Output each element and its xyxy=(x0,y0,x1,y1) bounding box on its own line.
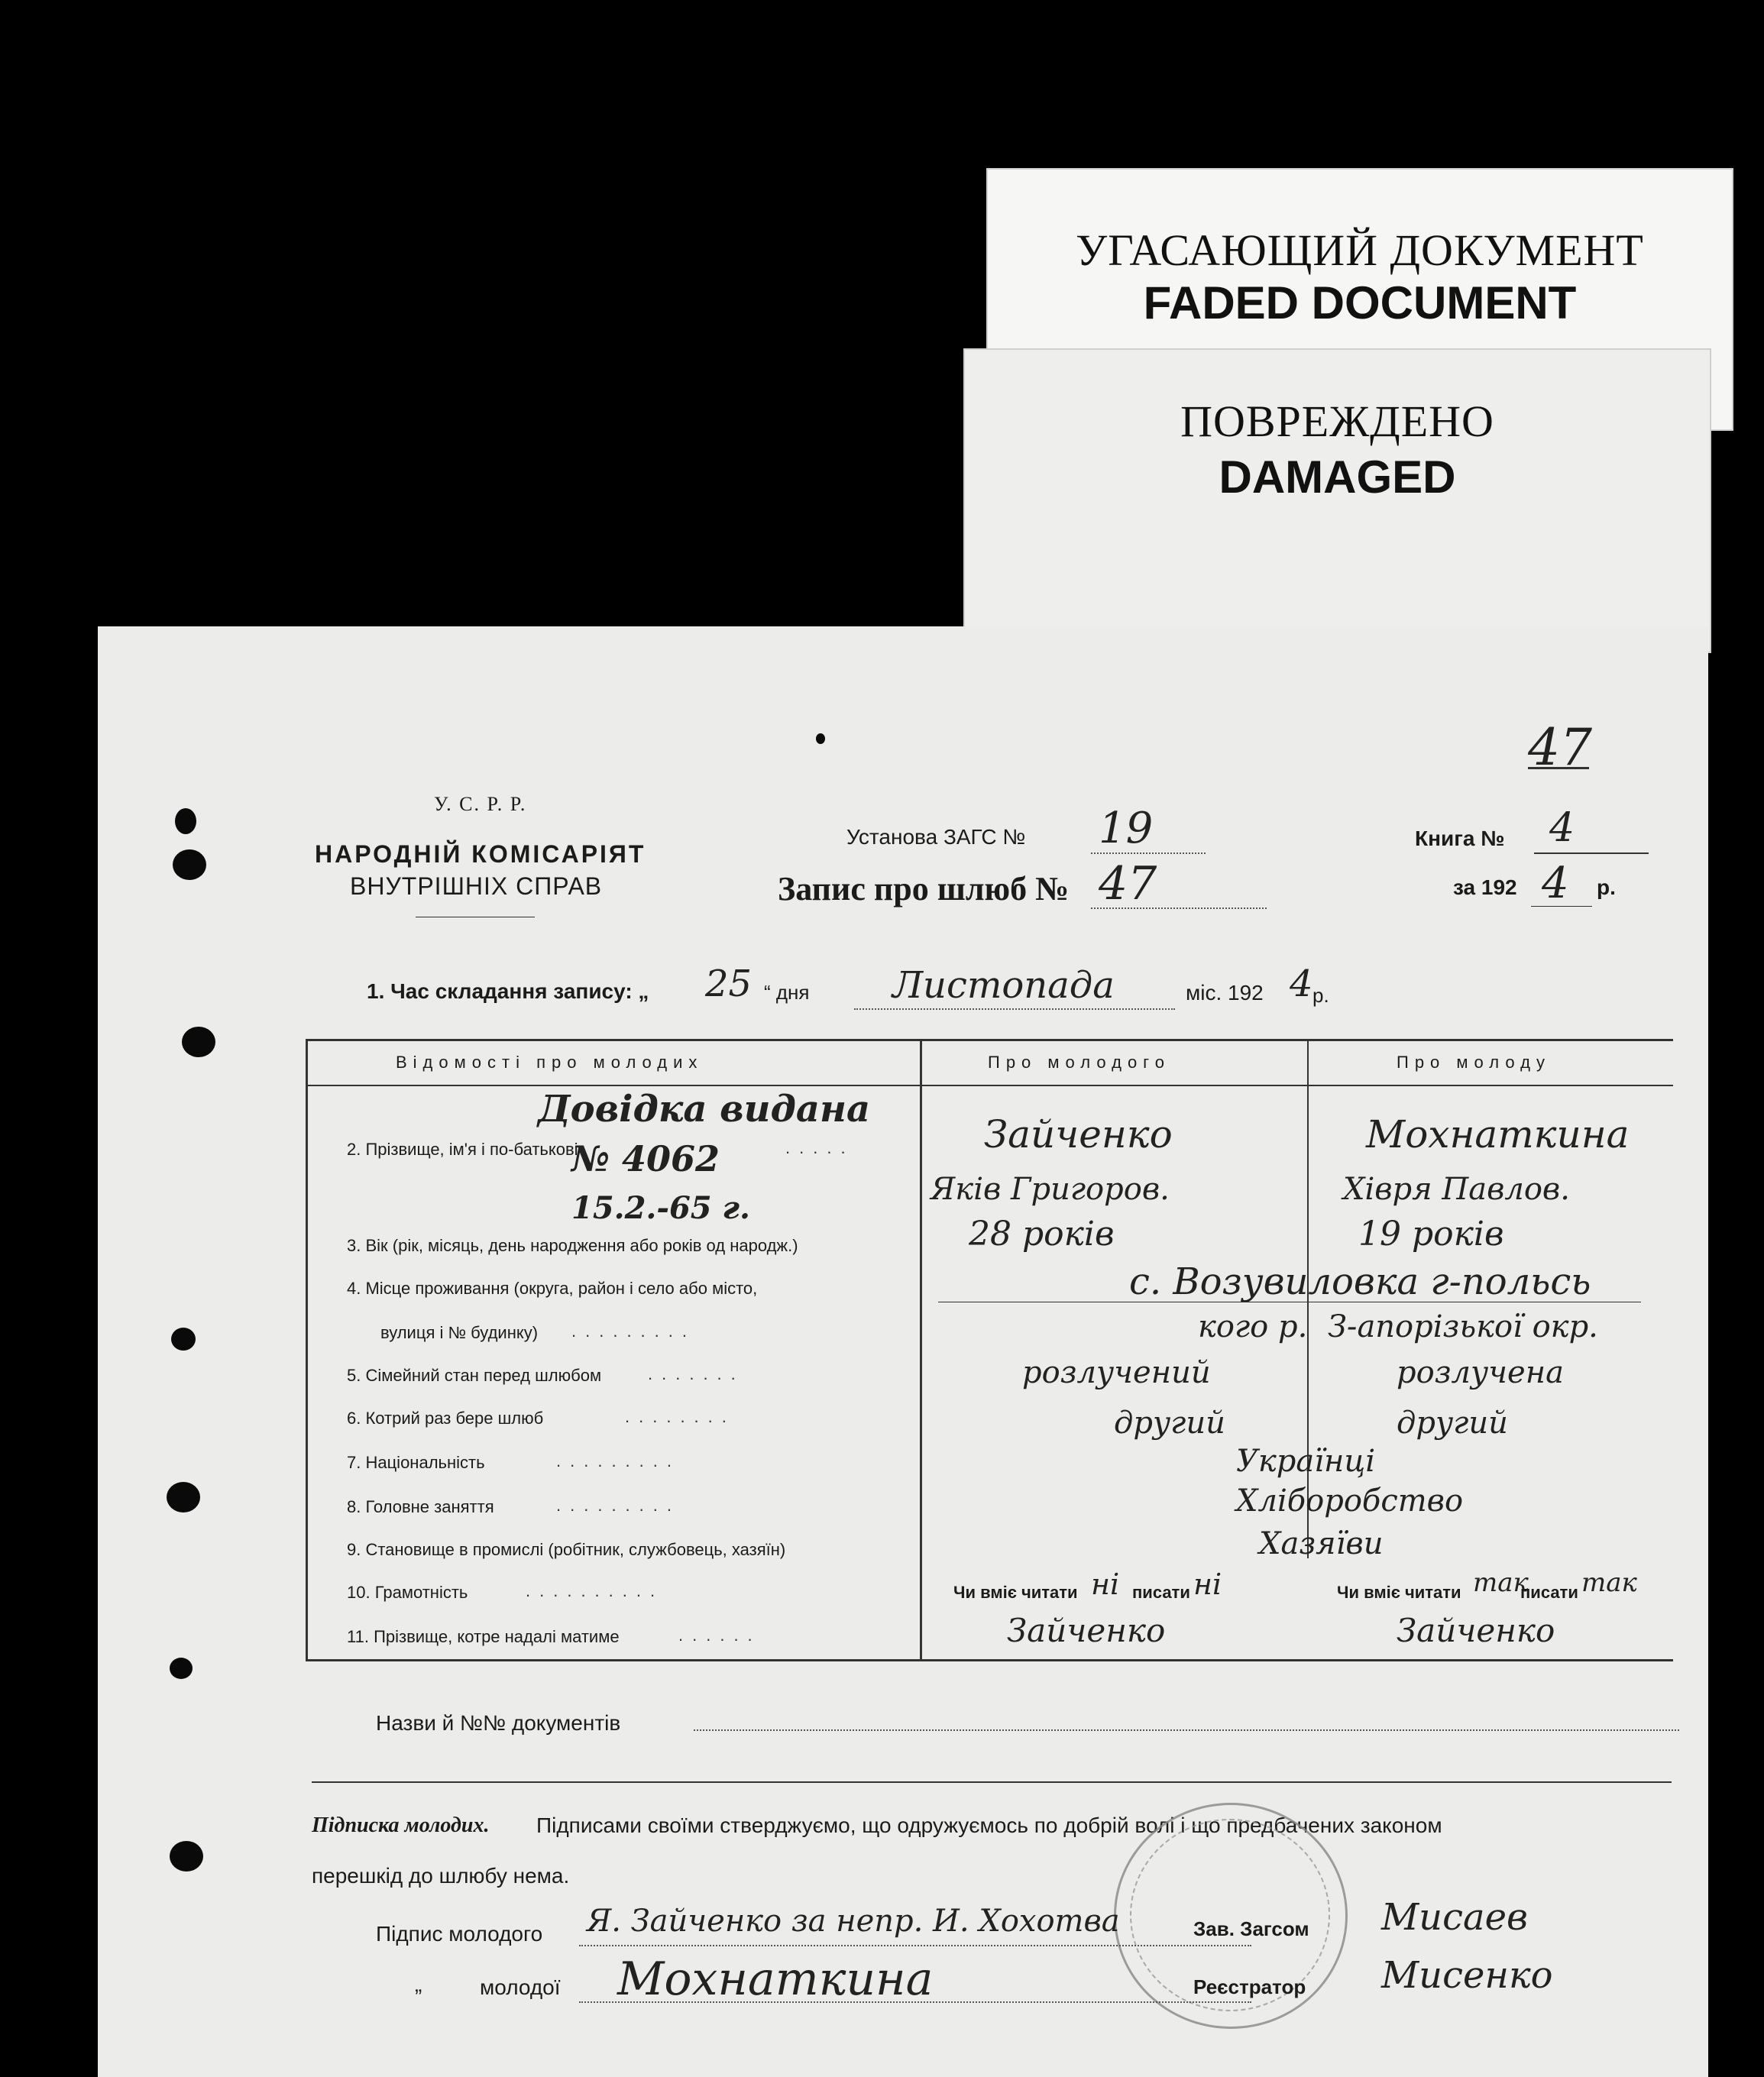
year-value: 4 xyxy=(1542,859,1569,908)
groom-read: ні xyxy=(1091,1567,1120,1601)
bride-signature-line xyxy=(579,2001,1251,2003)
entry-month-label: міс. 192 xyxy=(1186,981,1264,1005)
head-signature-label: Зав. Загсом xyxy=(1193,1917,1309,1940)
documents-divider xyxy=(312,1781,1672,1783)
declaration-text-line2: перешкід до шлюбу нема. xyxy=(312,1864,570,1888)
groom-name: Яків Григоров. xyxy=(931,1172,1170,1207)
bride-signature: Мохнаткина xyxy=(617,1952,934,2006)
faded-label-en: FADED DOCUMENT xyxy=(1143,277,1577,328)
col-header-info: Відомості про молодих xyxy=(396,1053,704,1072)
faded-label-ru: УГАСАЮЩИЙ ДОКУМЕНТ xyxy=(1076,225,1644,275)
entry-month: Листопада xyxy=(892,964,1115,1007)
bride-times: другий xyxy=(1397,1406,1508,1441)
groom-surname: Зайченко xyxy=(984,1112,1173,1157)
year-line xyxy=(1531,906,1592,907)
row-label-occupation: 8. Головне заняття xyxy=(347,1497,494,1516)
year-suffix: р. xyxy=(1597,875,1616,899)
table-col-divider-1 xyxy=(920,1039,922,1661)
marriage-record-sheet xyxy=(98,626,1708,2077)
row-label-residence: 4. Місце проживання (округа, район і село або місто, xyxy=(347,1279,758,1298)
row-label-times: 6. Котрий раз бере шлюб xyxy=(347,1409,544,1428)
record-label: Запис про шлюб № xyxy=(778,870,1070,907)
documents-line xyxy=(694,1729,1679,1731)
table-bottom-border xyxy=(306,1659,1673,1661)
punch-hole xyxy=(170,1658,193,1679)
note-line1: Довідка видана xyxy=(538,1088,871,1131)
bride-future-surname: Зайченко xyxy=(1397,1612,1555,1649)
entry-suffix: р. xyxy=(1312,984,1329,1007)
registrar-signature-label: Реєстратор xyxy=(1193,1975,1306,1998)
bride-literacy-write-label: писати xyxy=(1520,1583,1578,1602)
groom-literacy-read-label: Чи вміє читати xyxy=(953,1583,1078,1602)
residence-line2: кого р. xyxy=(1198,1309,1308,1344)
groom-signature-line xyxy=(579,1945,1251,1946)
row-leader: ....... xyxy=(648,1364,745,1383)
nationality: Українці xyxy=(1236,1444,1376,1479)
entry-day-suffix: “ дня xyxy=(764,981,810,1004)
bride-signature-quote: „ xyxy=(415,1972,422,1996)
punch-hole xyxy=(182,1027,215,1057)
bride-read: так xyxy=(1473,1567,1529,1598)
registrar-signature: Мисенко xyxy=(1381,1954,1553,1997)
row-leader: ........ xyxy=(625,1407,736,1426)
punch-hole xyxy=(170,1841,203,1872)
groom-age: 28 років xyxy=(969,1215,1115,1254)
page-number: 47 xyxy=(1528,718,1592,777)
occupation: Хліборобство xyxy=(1236,1483,1464,1519)
office-value: 19 xyxy=(1099,804,1154,853)
groom-signature: Я. Зайченко за непр. И. Хохотва xyxy=(587,1904,1120,1939)
damaged-label-ru: ПОВРЕЖДЕНО xyxy=(1180,396,1494,446)
punch-hole xyxy=(175,808,196,834)
residence-line3: З-апорізької окр. xyxy=(1328,1309,1598,1344)
bride-age: 19 років xyxy=(1358,1215,1504,1254)
bride-status: розлучена xyxy=(1397,1355,1564,1390)
row-leader: ......... xyxy=(556,1451,681,1470)
row-label-marital-status: 5. Сімейний стан перед шлюбом xyxy=(347,1366,602,1385)
groom-signature-label: Підпис молодого xyxy=(376,1922,543,1946)
row-label-position: 9. Становище в промислі (робітник, службовець, хазяїн) xyxy=(347,1540,786,1559)
groom-times: другий xyxy=(1114,1406,1225,1441)
record-value: 47 xyxy=(1099,857,1157,911)
republic-label: У. С. Р. Р. xyxy=(434,793,527,815)
entry-day: 25 xyxy=(705,962,753,1005)
record-line xyxy=(1091,907,1267,909)
table-top-border xyxy=(306,1039,1673,1041)
bride-surname: Мохнаткина xyxy=(1366,1112,1630,1157)
row-label-age: 3. Вік (рік, місяць, день народження або років од народж.) xyxy=(347,1236,798,1255)
office-line xyxy=(1091,852,1206,854)
row-leader: ......... xyxy=(556,1496,681,1515)
bride-write: так xyxy=(1581,1567,1637,1598)
punch-hole xyxy=(173,849,206,880)
groom-future-surname: Зайченко xyxy=(1007,1612,1166,1649)
bride-literacy-read-label: Чи вміє читати xyxy=(1337,1583,1461,1602)
punch-hole xyxy=(171,1328,196,1351)
year-prefix: за 192 xyxy=(1453,875,1517,899)
row-leader: ......... xyxy=(571,1322,697,1341)
commissariat-line1: НАРОДНІЙ КОМІСАРІЯТ xyxy=(315,840,646,868)
page-number-underline xyxy=(1528,767,1589,769)
residence-line1: с. Возувиловка г-польсь xyxy=(1129,1260,1591,1303)
groom-literacy-write-label: писати xyxy=(1132,1583,1190,1602)
row-leader: ...... xyxy=(678,1626,762,1645)
entry-month-line xyxy=(854,1008,1175,1010)
position: Хазяїви xyxy=(1259,1526,1384,1561)
declaration-title: Підписка молодих. xyxy=(312,1813,490,1837)
book-label: Книга № xyxy=(1415,827,1505,850)
col-header-groom: Про молодого xyxy=(988,1053,1170,1072)
row-label-nationality: 7. Національність xyxy=(347,1453,485,1472)
book-value: 4 xyxy=(1549,805,1575,851)
table-header-border xyxy=(306,1085,1673,1086)
commissariat-line2: ВНУТРІШНІХ СПРАВ xyxy=(350,872,603,900)
groom-write: ні xyxy=(1193,1567,1222,1601)
col-header-bride: Про молоду xyxy=(1397,1053,1551,1072)
ink-dot xyxy=(816,733,825,744)
row-label-future-surname: 11. Прізвище, котре надалі матиме xyxy=(347,1627,620,1646)
groom-status: розлучений xyxy=(1022,1355,1211,1390)
office-label: Установа ЗАГС № xyxy=(846,825,1026,849)
row-leader: .......... xyxy=(526,1581,665,1600)
book-line xyxy=(1534,852,1649,854)
declaration-text-line1: Підписами своїми стверджуємо, що одружуємось по добрій волі і що предбачених законом xyxy=(536,1813,1442,1837)
note-line3: 15.2.-65 г. xyxy=(571,1190,750,1226)
entry-year-digit: 4 xyxy=(1290,962,1313,1005)
bride-signature-label: молодої xyxy=(480,1975,561,1999)
damaged-card xyxy=(965,350,1710,652)
row-label-address: вулиця і № будинку) xyxy=(380,1323,539,1342)
head-signature: Мисаев xyxy=(1381,1896,1528,1939)
damaged-label-en: DAMAGED xyxy=(1219,451,1456,503)
row-label-name: 2. Прізвище, ім'я і по-батькові xyxy=(347,1140,578,1159)
bride-name: Хівря Павлов. xyxy=(1343,1172,1570,1207)
punch-hole xyxy=(167,1482,200,1512)
note-line2: № 4062 xyxy=(571,1138,720,1179)
row-label-literacy: 10. Грамотність xyxy=(347,1583,468,1602)
documents-label: Назви й №№ документів xyxy=(376,1711,621,1735)
row-leader: ..... xyxy=(785,1138,855,1157)
entry-time-label: 1. Час складання запису: „ xyxy=(367,979,649,1003)
table-left-border xyxy=(306,1039,308,1661)
